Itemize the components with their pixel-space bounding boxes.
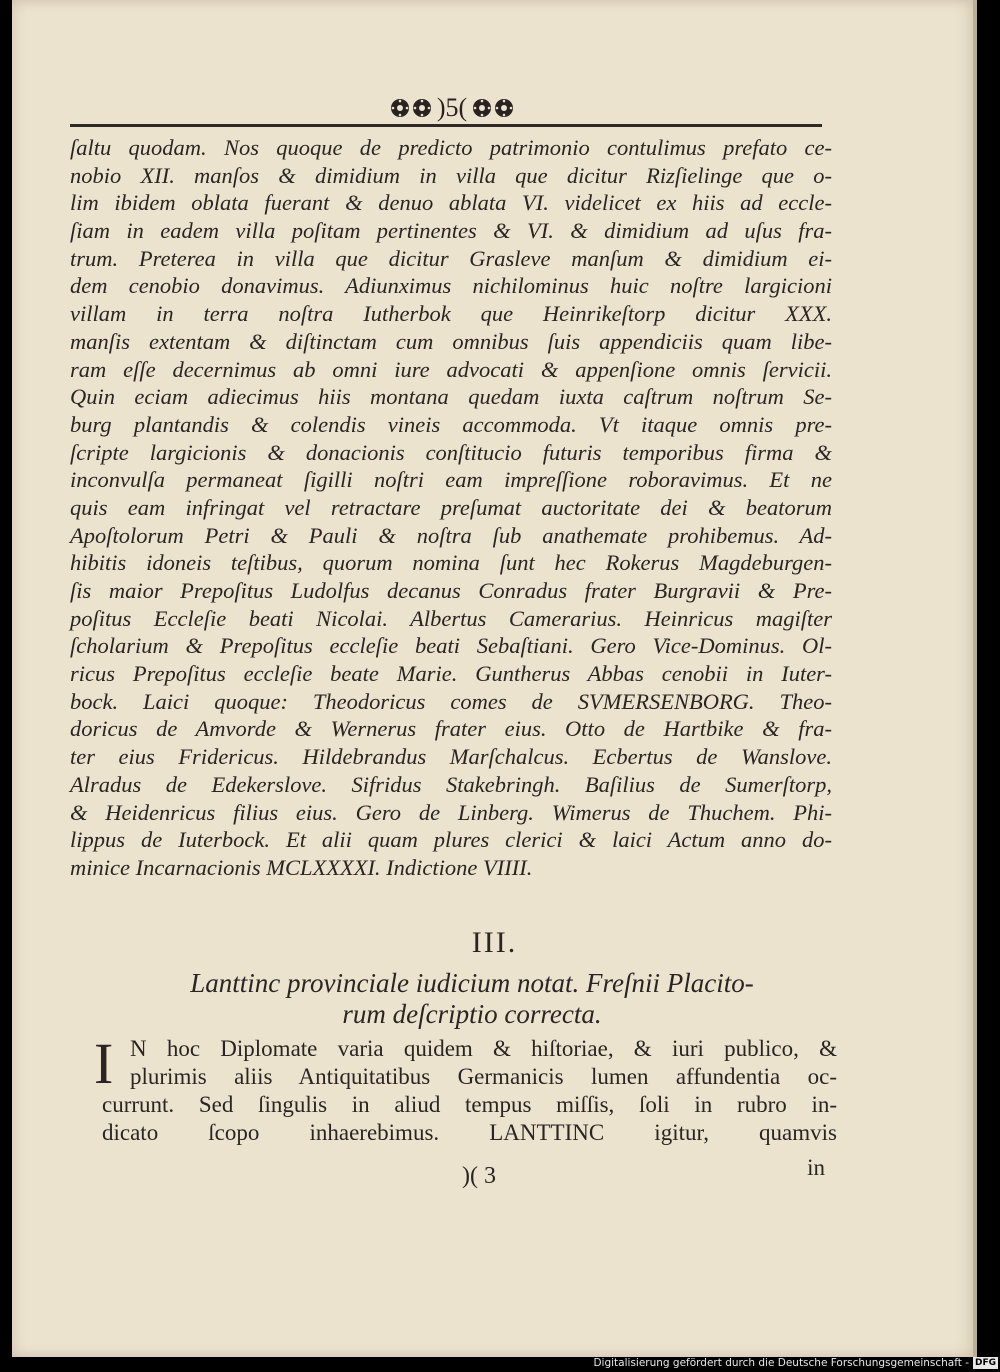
text-line: currunt. Sed ſingulis in aliud tempus miſſis, ſoli in rubro in- xyxy=(102,1092,837,1117)
text-line: lim ibidem oblata fuerant & denuo ablata VI. videlicet ex hiis ad eccle- xyxy=(70,190,832,216)
text-line: lippus de Iuterbock. Et alii quam plures clerici & laici Actum anno do- xyxy=(70,827,832,853)
text-line: plurimis aliis Antiquitatibus Germanicis lumen affundentia oc- xyxy=(130,1064,837,1089)
book-page xyxy=(12,0,977,1357)
text-line: ram eſſe decernimus ab omni iure advocati & appenſione omnis ſervicii. xyxy=(70,356,832,382)
dfg-logo: DFG xyxy=(974,1358,996,1368)
text-line: N hoc Diplomate varia quidem & hiſtoriae, & iuri publico, & xyxy=(130,1036,837,1061)
credit-text: Digitalisierung gefördert durch die Deutsche Forschungsgemeinschaft - xyxy=(593,1357,969,1369)
section-heading-line: Lanttinc provinciale iudicium notat. Freſnii Placito- xyxy=(190,968,754,998)
text-line: & Heidenricus filius eius. Gero de Linberg. Wimerus de Thuchem. Phi- xyxy=(70,799,832,825)
catchword: in xyxy=(807,1155,825,1180)
digitization-credit xyxy=(593,1356,998,1370)
charter-text xyxy=(70,134,832,882)
text-line: nobio XII. manſos & dimidium in villa que dicitur Rizſielinge que o- xyxy=(70,162,832,188)
page-number: )5( xyxy=(436,93,468,122)
commentary-paragraph xyxy=(94,1031,837,1147)
text-line: ter eius Fridericus. Hildebrandus Marſchalcus. Ecbertus de Wanslove. xyxy=(70,744,832,770)
text-line: ſis maior Prepoſitus Ludolfus decanus Conradus frater Burgravii & Pre- xyxy=(70,578,832,603)
text-line: minice Incarnacionis MCLXXXXI. Indictione VIIII. xyxy=(70,854,533,880)
header-rule xyxy=(70,124,822,127)
page-header xyxy=(342,90,562,126)
drop-cap: I xyxy=(94,1031,114,1096)
text-line: doricus de Amvorde & Wernerus frater eius. Otto de Hartbike & fra- xyxy=(70,716,832,742)
text-line: trum. Preterea in villa que dicitur Grasleve manſum & dimidium ei- xyxy=(70,245,832,271)
text-line: villam in terra noſtra Iutherbok que Heinrikeſtorp dicitur XXX. xyxy=(70,301,832,327)
text-line: hibitis idoneis teſtibus, quorum nomina ſunt hec Rokerus Magdeburgen- xyxy=(70,550,832,576)
text-line: poſitus Eccleſie beati Nicolai. Albertus Camerarius. Heinricus magiſter xyxy=(70,605,832,631)
rosette-ornament-icon xyxy=(471,97,515,119)
rosette-ornament-icon xyxy=(389,97,433,119)
text-line: quis eam infringat vel retractare preſumat auctoritate dei & beatorum xyxy=(70,494,832,520)
text-line: Apoſtolorum Petri & Pauli & noſtra ſub anathemate prohibemus. Ad- xyxy=(70,522,832,548)
text-line: manſis extentam & diſtinctam cum omnibus ſuis appendiciis quam libe- xyxy=(70,328,832,354)
text-line: ſcripte largicionis & donacionis conſtitucio futuris temporibus firma & xyxy=(70,439,832,465)
section-heading-line: rum deſcriptio correcta. xyxy=(342,999,602,1029)
section-heading xyxy=(112,968,832,1030)
text-line: ricus Prepoſitus eccleſie beate Marie. Guntherus Abbas cenobii in Iuter- xyxy=(70,661,832,687)
text-line: dem cenobio donavimus. Adiunximus nichilominus huic noſtre largicioni xyxy=(70,273,832,299)
text-line: inconvulſa permaneat ſigilli noſtri eam impreſſione roboravimus. Et ne xyxy=(70,467,832,493)
text-line: burg plantandis & colendis vineis accommoda. Vt itaque omnis pre- xyxy=(70,411,832,437)
section-number: III. xyxy=(471,926,518,959)
text-line: Alradus de Edekerslove. Sifridus Stakebringh. Baſilius de Sumerſtorp, xyxy=(70,771,832,797)
signature-mark: )( 3 xyxy=(462,1163,496,1189)
text-line: bock. Laici quoque: Theodoricus comes de SVMERSENBORG. Theo- xyxy=(70,688,832,714)
text-line: dicato ſcopo inhaerebimus. LANTTINC igitur, quamvis xyxy=(102,1120,837,1145)
text-line: Quin eciam adiecimus hiis montana quedam iuxta caſtrum noſtrum Se- xyxy=(70,384,832,410)
text-line: ſiam in eadem villa poſitam pertinentes & VI. & dimidium ad uſus fra- xyxy=(70,218,832,244)
text-line: ſcholarium & Prepoſitus eccleſie beati Sebaſtiani. Gero Vice-Dominus. Ol- xyxy=(70,633,832,659)
text-line: ſaltu quodam. Nos quoque de predicto patrimonio contulimus prefato ce- xyxy=(70,135,832,160)
